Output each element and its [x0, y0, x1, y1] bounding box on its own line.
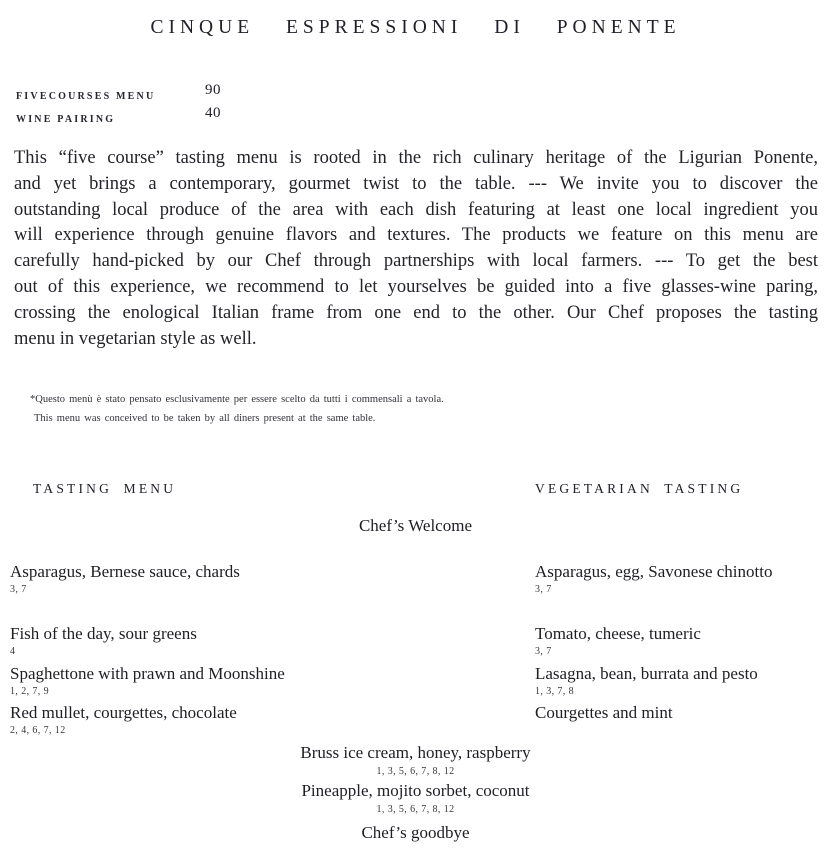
dish-left: Spaghettone with prawn and Moonshine: [10, 664, 285, 683]
allergen-list: 1, 2, 7, 9: [10, 686, 49, 697]
intro-line: carefully hand-picked by our Chef through partnerships with local farmers. --- To get the best: [14, 251, 818, 272]
allergen-list: 3, 7: [535, 646, 552, 657]
price-value: 90: [205, 82, 221, 98]
footnote-italian: *Questo menù è stato pensato esclusivamente per essere scelto da tutti i commensali a tavola.: [30, 394, 444, 405]
dish-right: Courgettes and mint: [535, 703, 673, 722]
allergen-list: 4: [10, 646, 16, 657]
page-title: CINQUE ESPRESSIONI DI PONENTE: [150, 17, 681, 38]
intro-line: and yet brings a contemporary, gourmet twist to the table. --- We invite you to discover the: [14, 173, 818, 194]
dish-right: Lasagna, bean, burrata and pesto: [535, 664, 758, 683]
allergen-list: 1, 3, 5, 6, 7, 8, 12: [376, 766, 455, 777]
intro-line: outstanding local produce of the area with each dish featuring at least one local ingredient you: [14, 199, 818, 220]
allergen-list: 3, 7: [10, 584, 27, 595]
allergen-list: 3, 7: [535, 584, 552, 595]
price-label: FIVECOURSES MENU: [16, 91, 156, 102]
chefs-welcome: Chef’s Welcome: [358, 516, 473, 535]
chefs-goodbye: Chef’s goodbye: [361, 823, 470, 842]
footnote-english: This menu was conceived to be taken by all diners present at the same table.: [34, 412, 376, 424]
vegetarian-tasting-header: VEGETARIAN TASTING: [535, 481, 744, 496]
price-row-five-courses: [16, 82, 221, 104]
intro-paragraph: [14, 146, 818, 352]
dish-right: Tomato, cheese, tumeric: [535, 624, 701, 643]
intro-line: This “five course” tasting menu is rooted in the rich culinary heritage of the Ligurian Ponente,: [14, 148, 818, 168]
intro-line: will experience through genuine flavors and textures. The products we feature on this menu are: [14, 225, 818, 246]
price-label: WINE PAIRING: [16, 114, 116, 125]
intro-line: out of this experience, we recommend to let yourselves be guided into a five glasses-wine paring,: [14, 276, 818, 297]
dish-left: Red mullet, courgettes, chocolate: [10, 703, 237, 722]
allergen-list: 1, 3, 7, 8: [535, 686, 574, 697]
price-row-wine-pairing: [16, 105, 221, 127]
allergen-list: 2, 4, 6, 7, 12: [10, 725, 66, 736]
dish-right: Asparagus, egg, Savonese chinotto: [535, 562, 773, 581]
allergen-list: 1, 3, 5, 6, 7, 8, 12: [376, 804, 455, 815]
dish-left: Fish of the day, sour greens: [10, 624, 197, 643]
intro-line: menu in vegetarian style as well.: [14, 328, 257, 349]
dish-left: Asparagus, Bernese sauce, chards: [10, 562, 240, 581]
price-value: 40: [205, 105, 221, 121]
tasting-menu-header: TASTING MENU: [33, 481, 177, 496]
footnote: [30, 391, 590, 428]
intro-line: crossing the enological Italian frame from one end to the other. Our Chef proposes the tasting: [14, 302, 818, 323]
dessert-dish: Bruss ice cream, honey, raspberry: [300, 743, 531, 762]
dessert-dish: Pineapple, mojito sorbet, coconut: [301, 781, 530, 800]
